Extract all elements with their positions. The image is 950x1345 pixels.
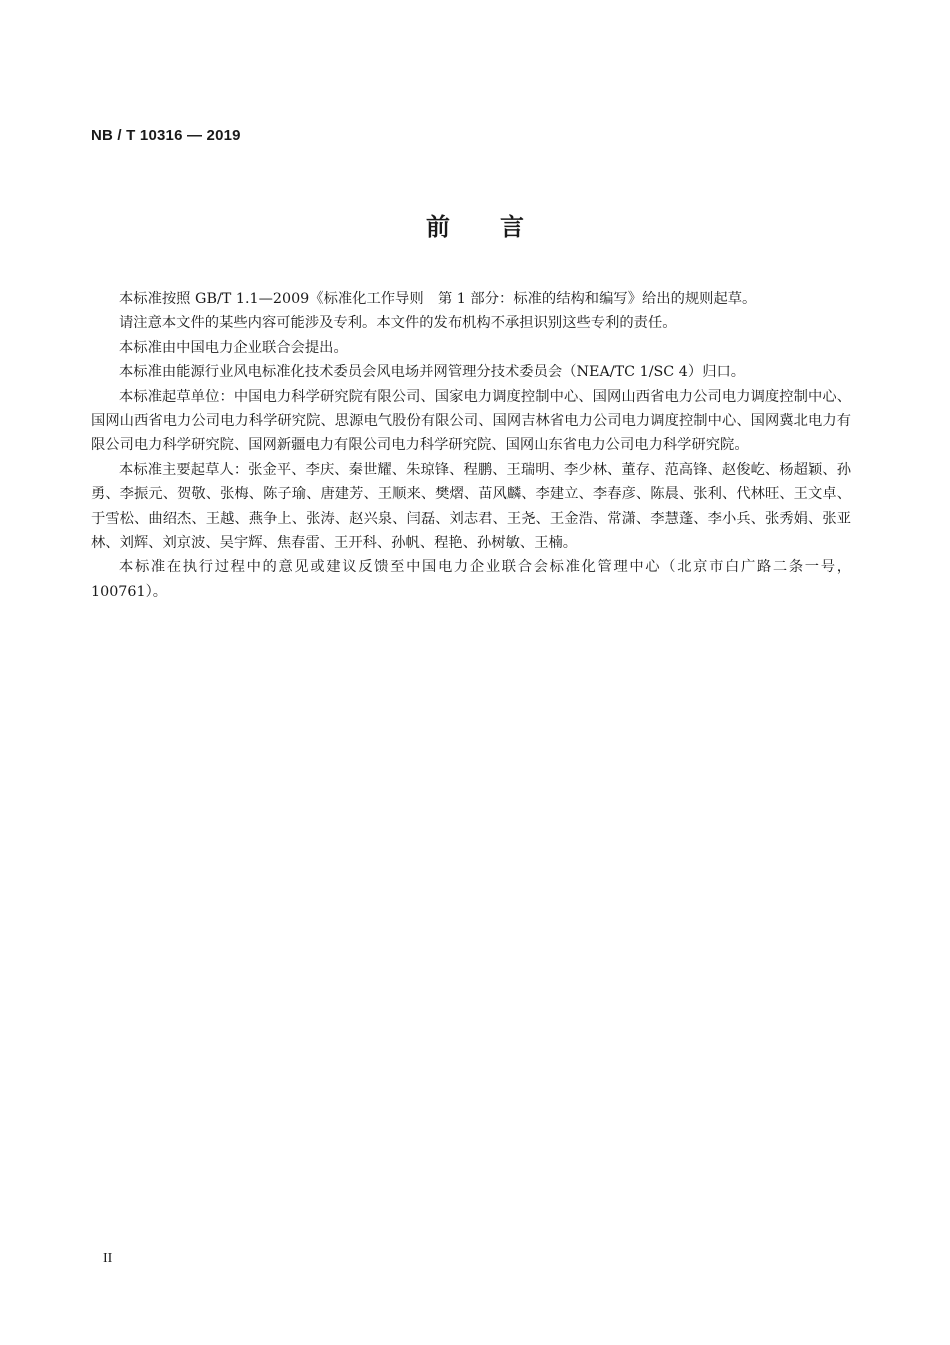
page-number: II [103, 1251, 113, 1266]
foreword-body [91, 287, 851, 604]
paragraph-patent-notice: 请注意本文件的某些内容可能涉及专利。本文件的发布机构不承担识别这些专利的责任。 [119, 315, 677, 332]
paragraph-drafters: 本标准主要起草人：张金平、李庆、秦世耀、朱琼锋、程鹏、王瑞明、李少林、董存、范高锋、赵俊屹、杨超颖、孙勇、李振元、贺敬、张梅、陈子瑜、唐建芳、王顺来、樊熠、苗风麟、李建立、李春彦、陈晨、张利、代林旺、王文卓、于雪松、曲绍杰、王越、燕争上、张涛、赵兴泉、闫磊、刘志君、王尧、王金浩、常潇、李慧蓬、李小兵、张秀娟、张亚林、刘辉、刘京波、吴宇辉、焦春雷、王开科、孙帆、程艳、孙树敏、王楠。 [91, 461, 851, 552]
paragraph-drafting-units: 本标准起草单位：中国电力科学研究院有限公司、国家电力调度控制中心、国网山西省电力公司电力调度控制中心、国网山西省电力公司电力科学研究院、思源电气股份有限公司、国网吉林省电力公司电力调度控制中心、国网冀北电力有限公司电力科学研究院、国网新疆电力有限公司电力科学研究院、国网山东省电力公司电力科学研究院。 [91, 388, 851, 454]
paragraph-feedback: 本标准在执行过程中的意见或建议反馈至中国电力企业联合会标准化管理中心（北京市白广路二条一号，100761）。 [91, 559, 851, 600]
page-title: 前言 [426, 213, 574, 241]
paragraph-proposer: 本标准由中国电力企业联合会提出。 [119, 339, 348, 356]
standard-code: NB / T 10316 — 2019 [91, 127, 241, 144]
paragraph-drafting-rules: 本标准按照 GB/T 1.1—2009《标准化工作导则 第 1 部分：标准的结构和编写》给出的规则起草。 [119, 291, 757, 307]
paragraph-committee: 本标准由能源行业风电标准化技术委员会风电场并网管理分技术委员会（NEA/TC 1/SC 4）归口。 [119, 364, 746, 381]
